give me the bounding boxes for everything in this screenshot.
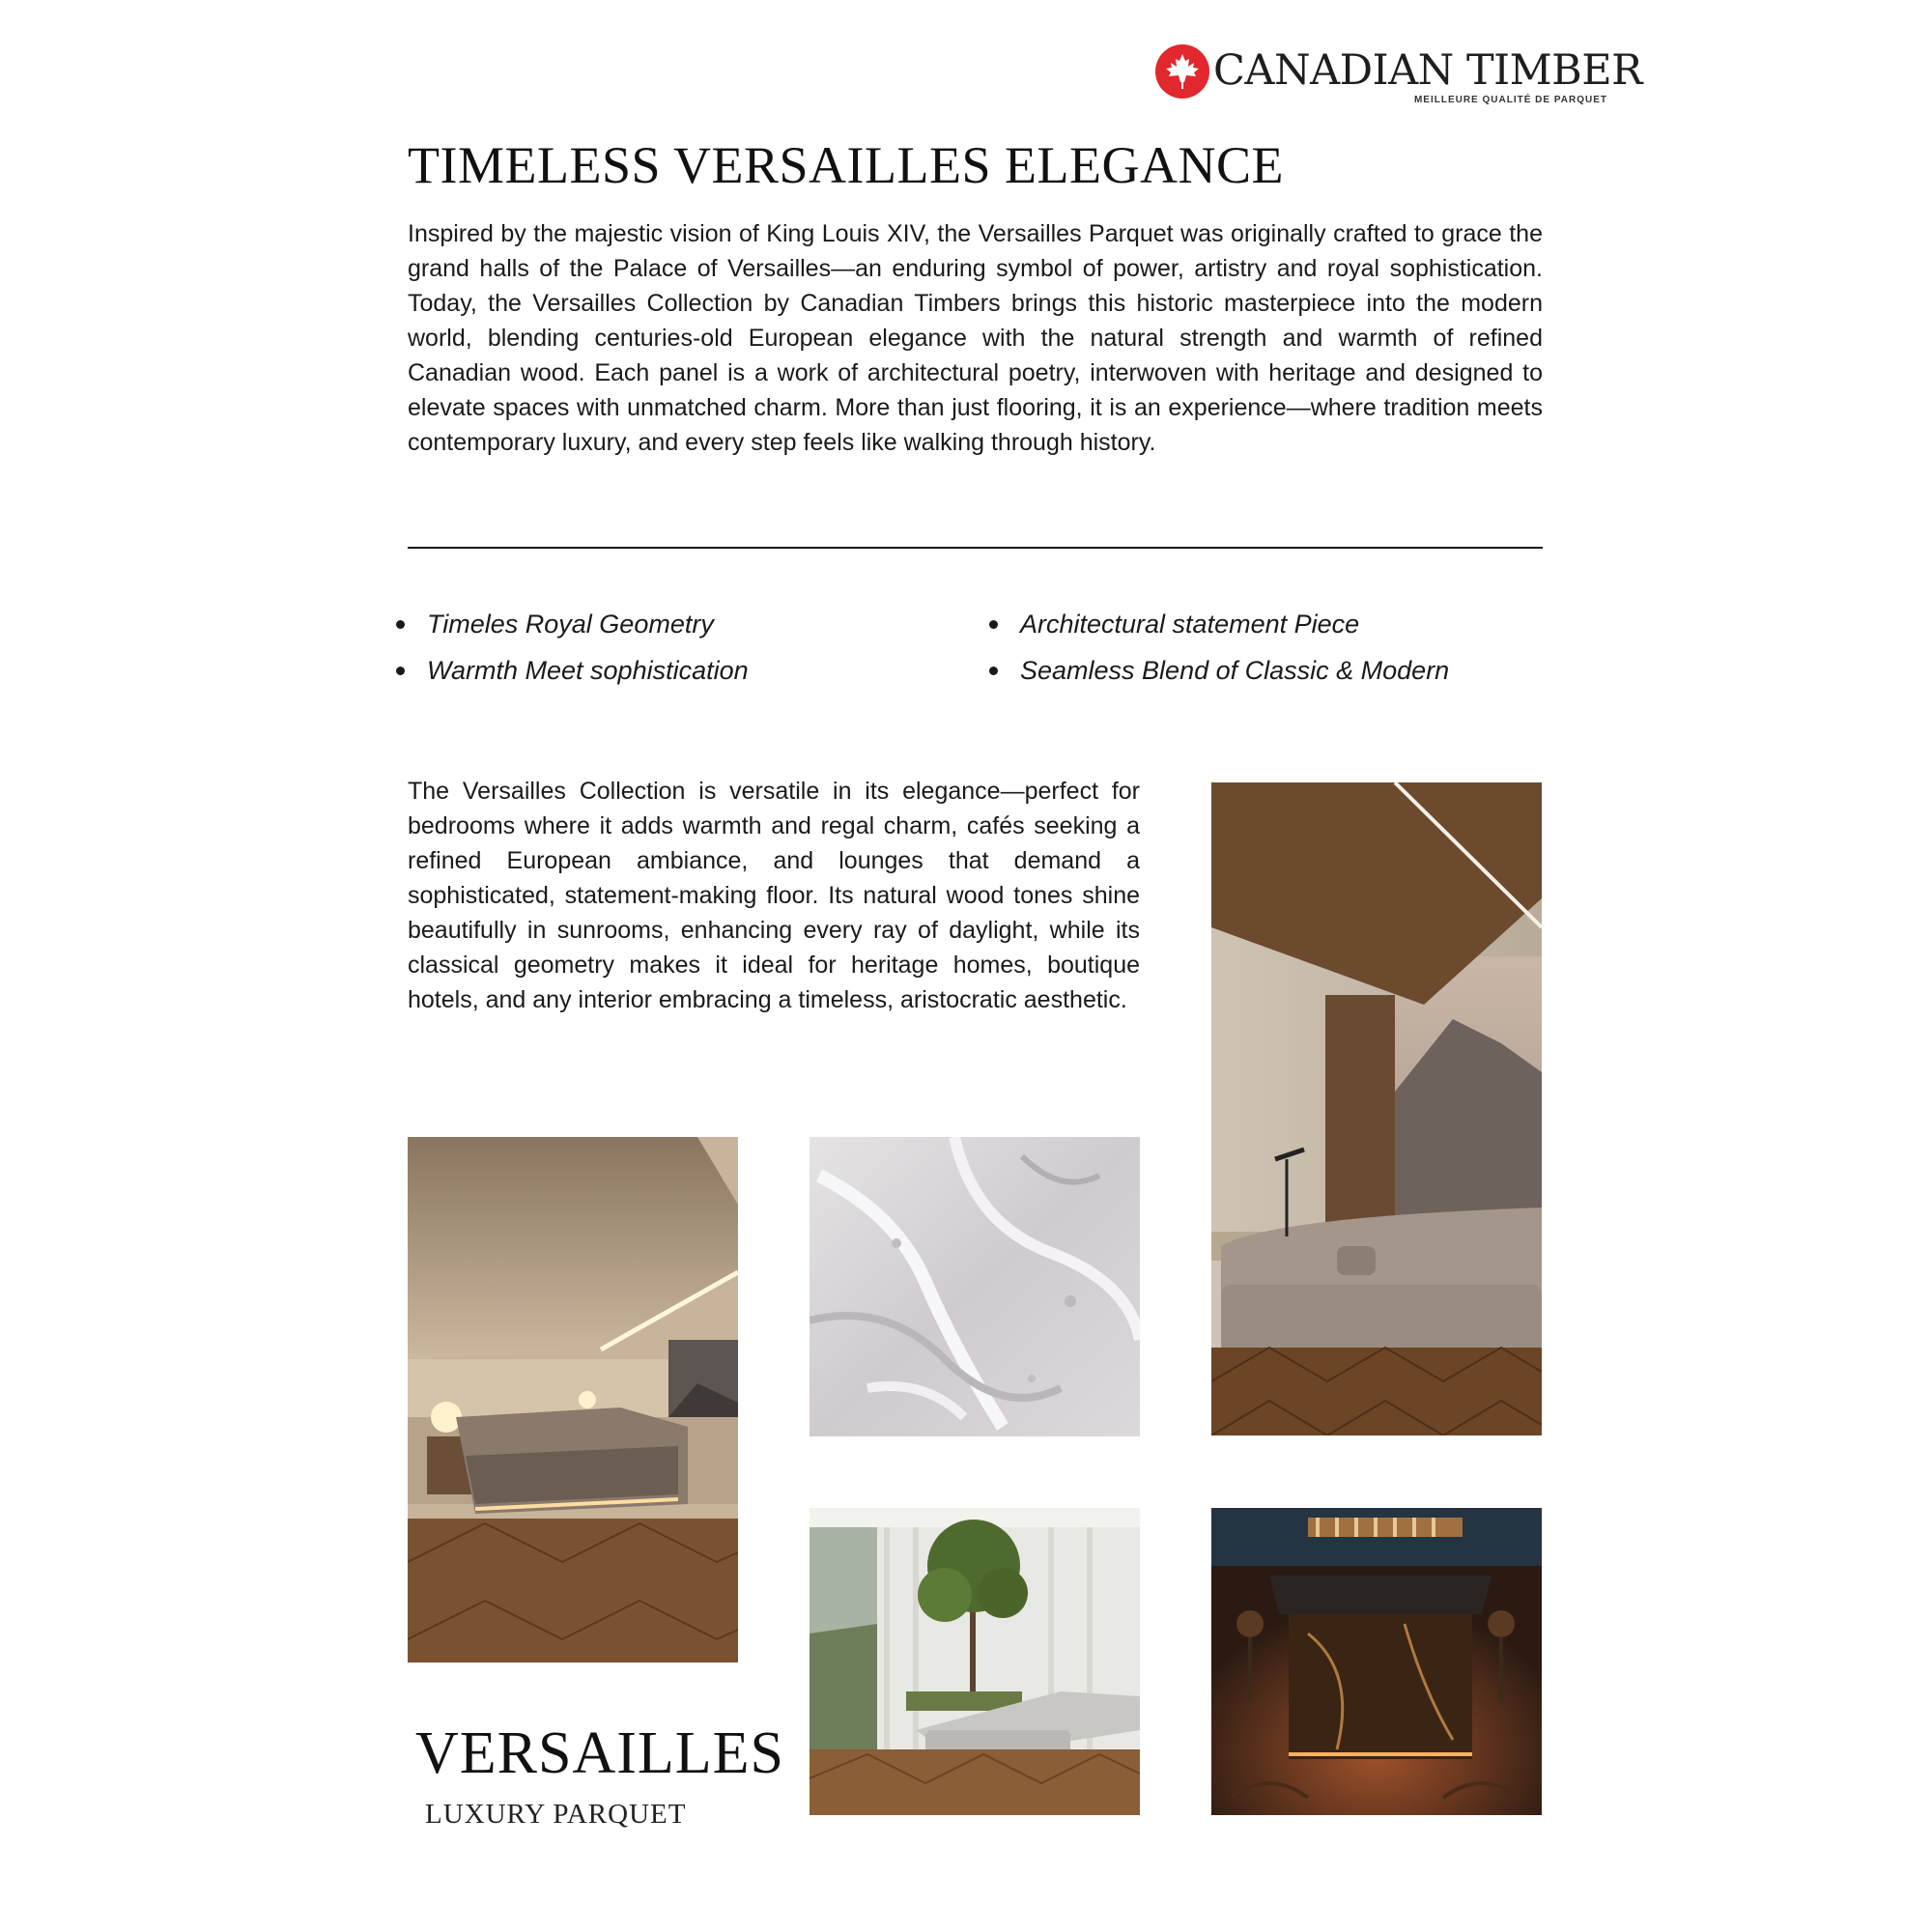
maple-leaf-icon <box>1155 44 1209 99</box>
collection-name: VERSAILLES <box>415 1720 784 1786</box>
section-divider <box>408 547 1543 549</box>
intro-paragraph: Inspired by the majestic vision of King Louis XIV, the Versailles Parquet was originally crafted to grace the grand halls of the Palace of Versailles—an enduring symbol of power, artistry and royal sophistication. Today, the Versailles Collection by Canadian Timbers brings this historic masterpiece into the modern world, blending centuries-old European elegance with the natural strength and warmth of refined Canadian wood. Each panel is a work of architectural poetry, interwoven with heritage and designed to elevate spaces with unmatched charm. More than just flooring, it is an experience—where tradition meets contemporary luxury, and every step feels like walking through history. <box>408 220 1543 456</box>
plaster-texture-photo <box>810 1137 1140 1436</box>
collection-subtitle: LUXURY PARQUET <box>425 1799 687 1830</box>
sunroom-photo <box>810 1508 1140 1815</box>
feature-list-right <box>999 601 1449 694</box>
brand-logo <box>1155 44 1642 105</box>
feature-item: Seamless Blend of Classic & Modern <box>999 647 1449 694</box>
feature-item: Warmth Meet sophistication <box>406 647 749 694</box>
brand-tagline: MEILLEURE QUALITÉ DE PARQUET <box>1413 95 1607 105</box>
bar-photo <box>1211 1508 1542 1815</box>
lounge-photo <box>1211 782 1542 1435</box>
body-paragraph: The Versailles Collection is versatile in its elegance—perfect for bedrooms where it adds warmth and regal charm, cafés seeking a refined European ambiance, and lounges that demand a sophisticated, statement-making floor. Its natural wood tones shine beautifully in sunrooms, enhancing every ray of daylight, while its classical geometry makes it ideal for heritage homes, boutique hotels, and any interior embracing a timeless, aristocratic aesthetic. <box>408 778 1140 1013</box>
feature-item: Timeles Royal Geometry <box>406 601 749 647</box>
feature-list-left <box>406 601 749 694</box>
brand-name: CANADIAN TIMBER <box>1213 46 1642 95</box>
page-title: TIMELESS VERSAILLES ELEGANCE <box>408 136 1284 194</box>
feature-item: Architectural statement Piece <box>999 601 1449 647</box>
bedroom-photo <box>408 1137 738 1662</box>
